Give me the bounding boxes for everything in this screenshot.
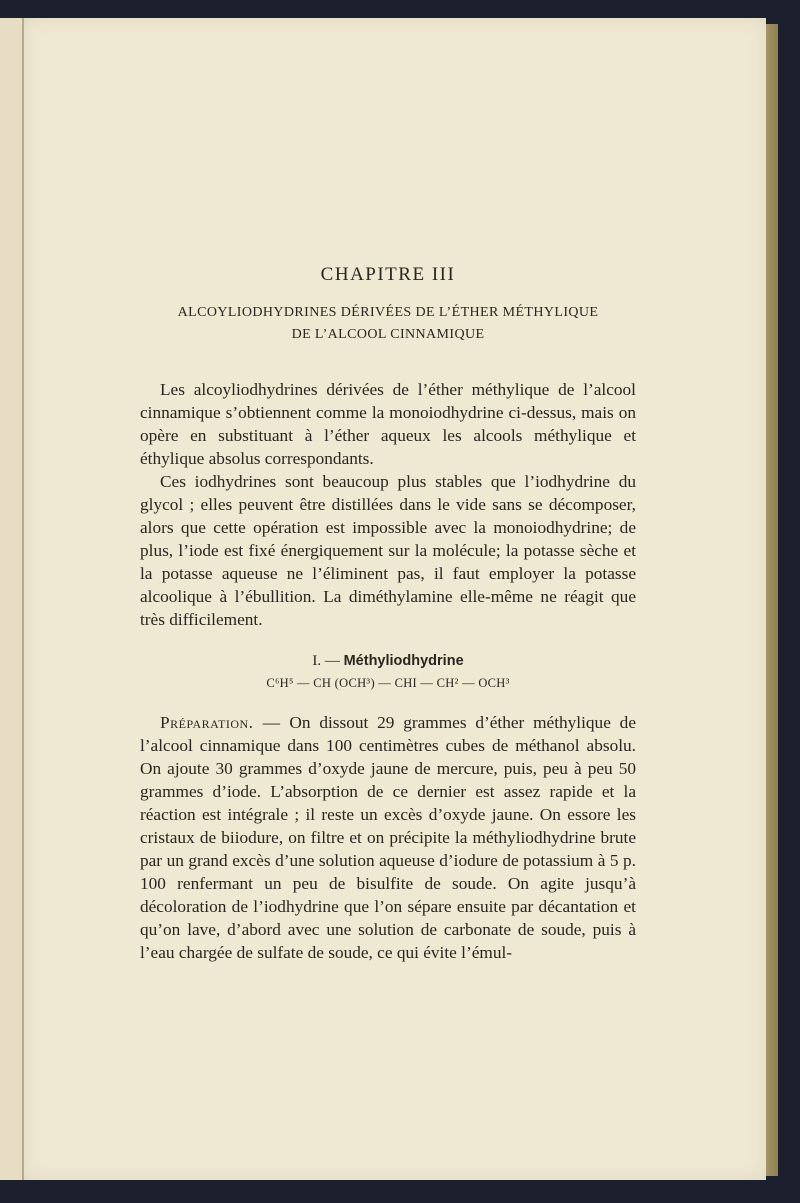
chapter-subtitle-line-1: ALCOYLIODHYDRINES DÉRIVÉES DE L’ÉTHER MÉTHYLIQUE [177,305,599,320]
chapter-title: CHAPITRE III [320,264,456,285]
facing-page-edge [0,18,24,1180]
section-number: I. — [312,653,340,669]
chemical-formula: C⁶H⁵ — CH (OCH³) — CHI — CH² — OCH³ [266,676,510,690]
chapter-subtitle-line-2: DE L’ALCOOL CINNAMIQUE [291,327,485,342]
section-heading [140,653,636,670]
preparation-label: Préparation. — [160,713,281,732]
section-name: Méthyliodhydrine [343,653,464,669]
paragraph-preparation [140,711,636,964]
paragraph-intro: Les alcoyliodhydrines dérivées de l’éther méthylique de l’alcool cinnamique s’obtiennent comme la monoiodhydrine ci-dessus, mais on opère en substituant à l’éther aqueux les alcools méthylique et éthylique absolus correspondants. [140,380,636,468]
paragraph-stability: Ces iodhydrines sont beaucoup plus stables que l’iodhydrine du glycol ; elles peuvent être distillées dans le vide sans se décomposer, alors que cette opération est impossible avec la monoiodhydrine; de plus, l’iode est fixé énergiquement sur la molécule; la potasse sèche et la potasse aqueuse ne l’éliminent pas, il faut employer la potasse alcoolique à l’ébullition. La diméthylamine elle-même ne réagit que très difficilement. [140,472,636,629]
preparation-text: On dissout 29 grammes d’éther méthylique de l’alcool cinnamique dans 100 centimètres cubes de méthanol absolu. On ajoute 30 grammes d’oxyde jaune de mercure, puis, peu à peu 50 grammes d’iode. L’absorption de ce dernier est assez rapide et la réaction est intégrale ; il reste un excès d’oxyde jaune. On essore les cristaux de biiodure, on filtre et on précipite la méthyliodhydrine brute par un grand excès d’une solution aqueuse d’iodure de potassium à 5 p. 100 renfermant un peu de bisulfite de soude. On agite jusqu’à décoloration de l’iodhydrine que l’on sépare ensuite par décantation et qu’on lave, d’abord avec une solution de carbonate de soude, puis à l’eau chargée de sulfate de soude, ce qui évite l’émul- [140,713,636,962]
page-content [140,264,636,964]
chapter-subtitle [140,302,636,346]
